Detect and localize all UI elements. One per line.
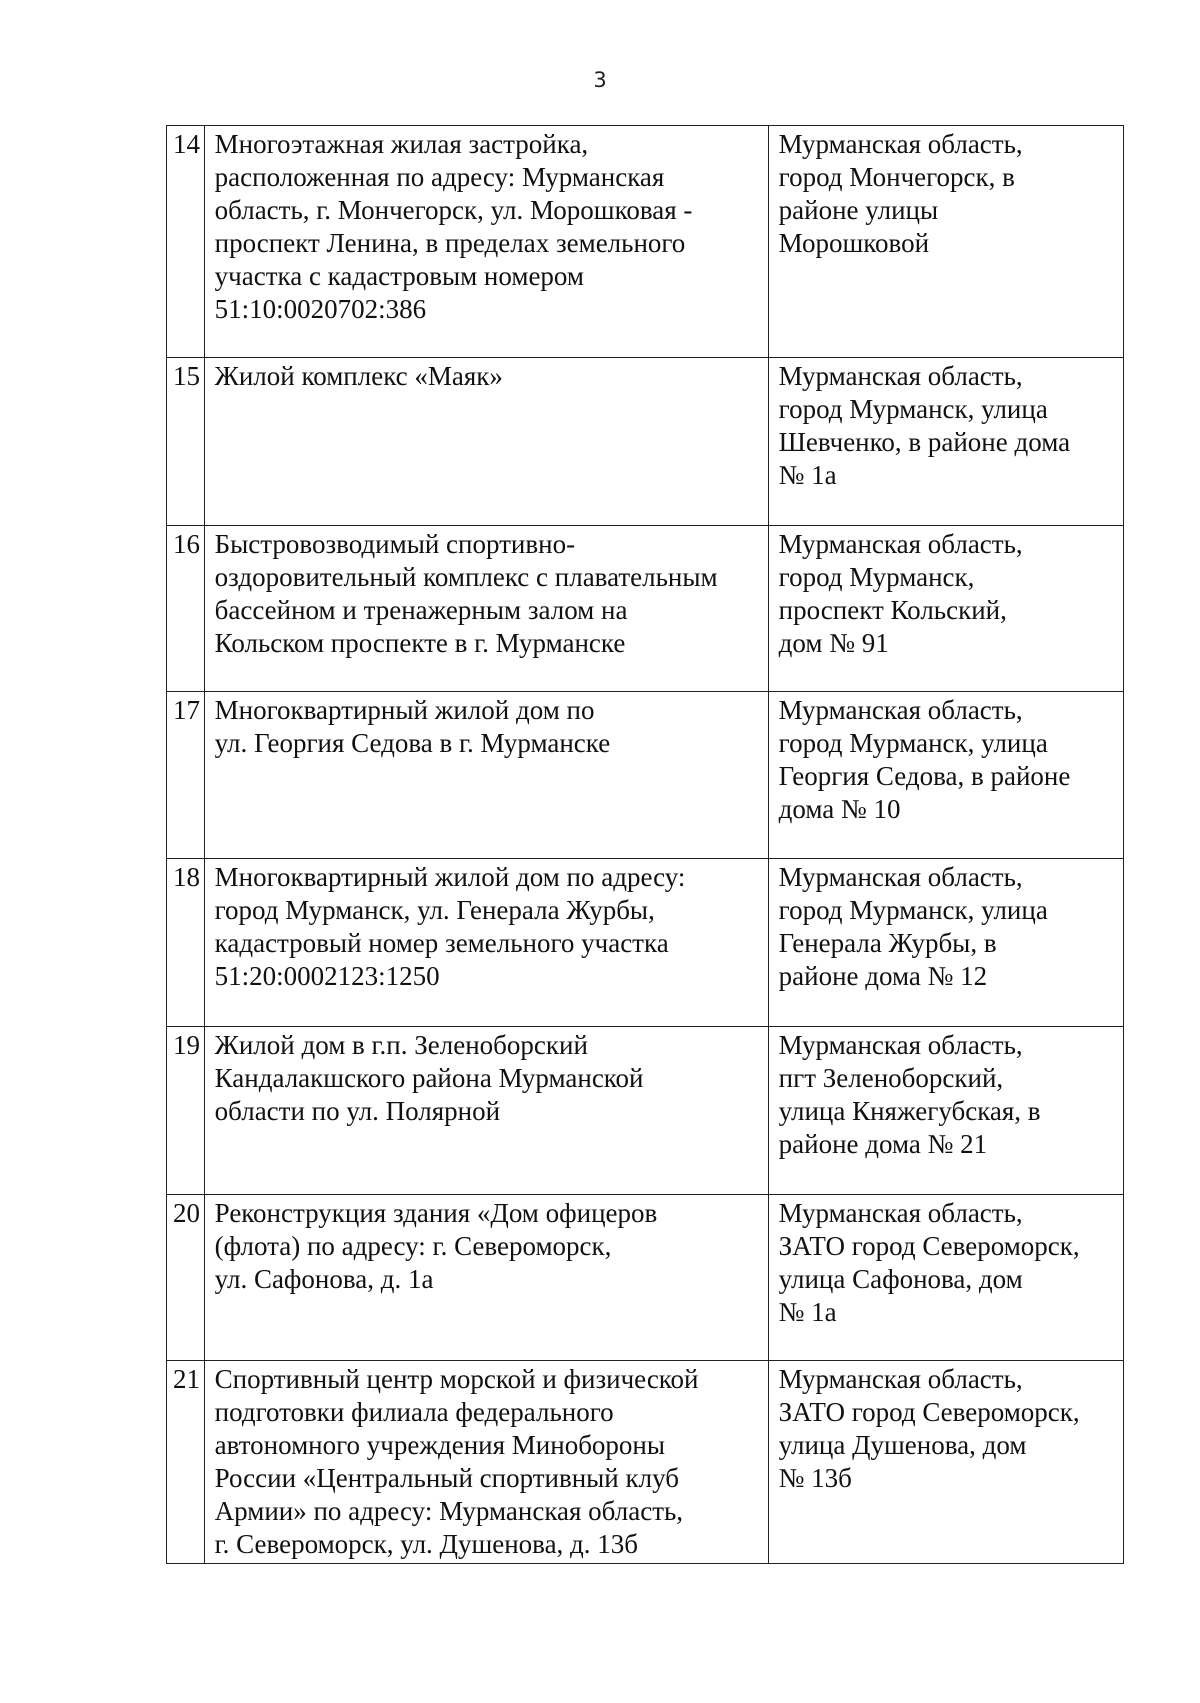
row-number: 16	[167, 526, 205, 692]
object-address: Мурманская область, ЗАТО город Североморск, улица Душенова, дом № 13б	[768, 1361, 1123, 1564]
object-name: Многоэтажная жилая застройка, расположенная по адресу: Мурманская область, г. Мончегорск, ул. Морошковая - проспект Ленина, в пределах земельного участка с кадастровым номером 51:10:0020702:386	[204, 126, 768, 358]
row-number: 20	[167, 1195, 205, 1361]
object-name: Многоквартирный жилой дом по ул. Георгия Седова в г. Мурманске	[204, 692, 768, 859]
table-row	[167, 126, 1124, 358]
objects-table	[166, 125, 1124, 1564]
object-address: Мурманская область, город Мурманск, улица Генерала Журбы, в районе дома № 12	[768, 859, 1123, 1027]
object-address: Мурманская область, город Мончегорск, в районе улицы Морошковой	[768, 126, 1123, 358]
table-row	[167, 358, 1124, 526]
object-name: Быстровозводимый спортивно- оздоровительный комплекс с плавательным бассейном и тренажерным залом на Кольском проспекте в г. Мурманске	[204, 526, 768, 692]
page-number: 3	[593, 68, 607, 92]
object-name: Реконструкция здания «Дом офицеров (флота) по адресу: г. Североморск, ул. Сафонова, д. 1а	[204, 1195, 768, 1361]
object-address: Мурманская область, город Мурманск, проспект Кольский, дом № 91	[768, 526, 1123, 692]
object-address: Мурманская область, город Мурманск, улица Георгия Седова, в районе дома № 10	[768, 692, 1123, 859]
object-address: Мурманская область, пгт Зеленоборский, улица Княжегубская, в районе дома № 21	[768, 1027, 1123, 1195]
table-row	[167, 1027, 1124, 1195]
table-row	[167, 1361, 1124, 1564]
object-address: Мурманская область, ЗАТО город Североморск, улица Сафонова, дом № 1а	[768, 1195, 1123, 1361]
table-row	[167, 859, 1124, 1027]
row-number: 19	[167, 1027, 205, 1195]
row-number: 17	[167, 692, 205, 859]
table-row	[167, 692, 1124, 859]
object-name: Жилой дом в г.п. Зеленоборский Кандалакшского района Мурманской области по ул. Полярной	[204, 1027, 768, 1195]
object-name: Спортивный центр морской и физической подготовки филиала федерального автономного учреждения Минобороны России «Центральный спортивный клуб Армии» по адресу: Мурманская область, г. Североморск, ул. Душенова, д. 13б	[204, 1361, 768, 1564]
row-number: 18	[167, 859, 205, 1027]
object-name: Многоквартирный жилой дом по адресу: город Мурманск, ул. Генерала Журбы, кадастровый номер земельного участка 51:20:0002123:1250	[204, 859, 768, 1027]
object-address: Мурманская область, город Мурманск, улица Шевченко, в районе дома № 1а	[768, 358, 1123, 526]
table-row	[167, 1195, 1124, 1361]
objects-table-body	[167, 126, 1124, 1564]
row-number: 15	[167, 358, 205, 526]
row-number: 14	[167, 126, 205, 358]
row-number: 21	[167, 1361, 205, 1564]
table-row	[167, 526, 1124, 692]
object-name: Жилой комплекс «Маяк»	[204, 358, 768, 526]
